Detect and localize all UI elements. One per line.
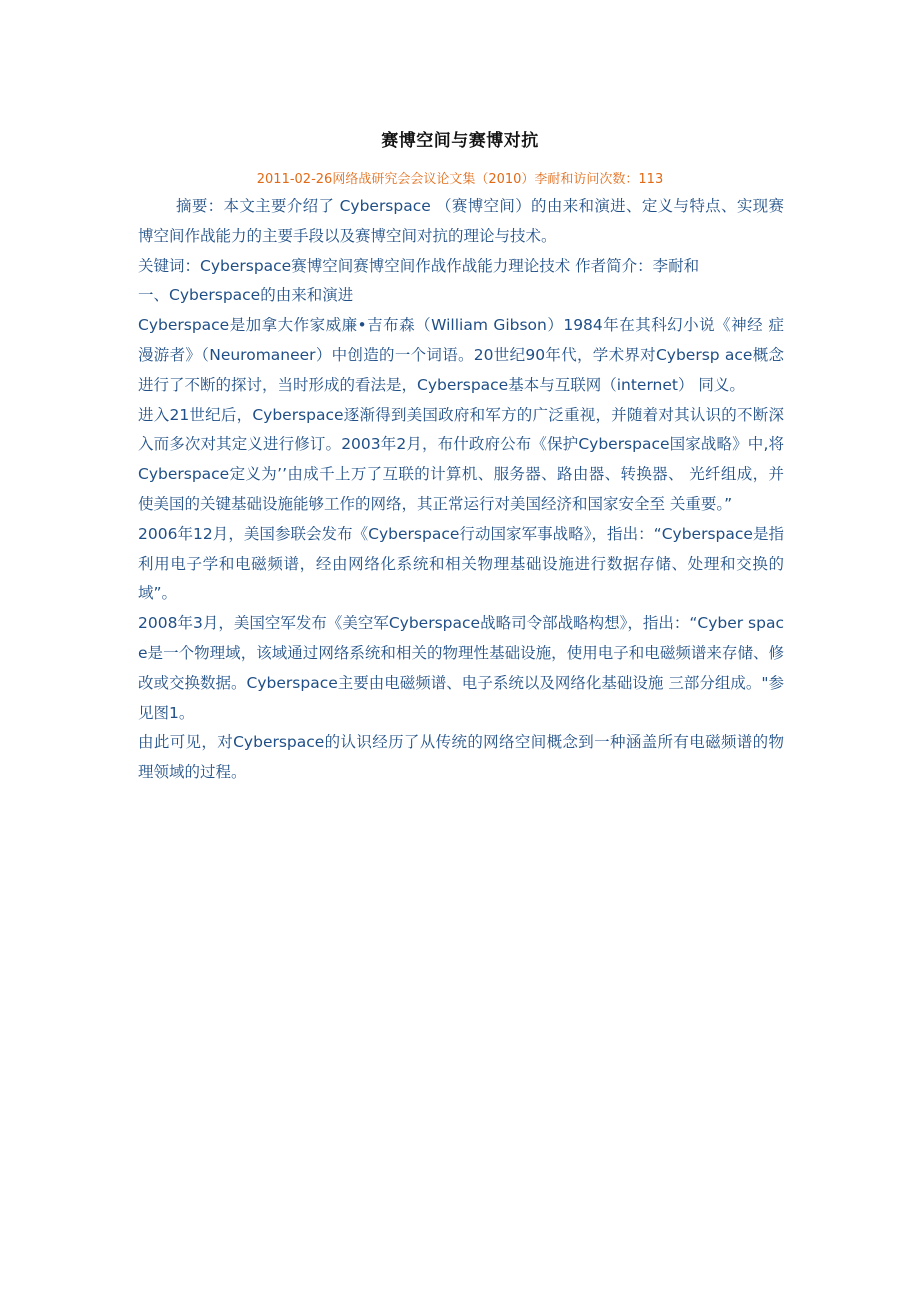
abstract-paragraph: 摘要：本文主要介绍了 Cyberspace （赛博空间）的由来和演进、定义与特点、实现赛博空间作战能力的主要手段以及赛博空间对抗的理论与技术。 <box>138 197 784 245</box>
keywords-paragraph: 关键词：Cyberspace赛博空间赛博空间作战作战能力理论技术 作者简介：李耐和 <box>138 256 700 275</box>
body-paragraph: 由此可见，对Cyberspace的认识经历了从传统的网络空间概念到一种涵盖所有电磁频谱的物理领域的过程。 <box>138 733 784 782</box>
body-paragraph: 2006年12月，美国参联会发布《Cyberspace行动国家军事战略》，指出：“Cyberspace是指利用电子学和电磁频谱，经由网络化系统和相关物理基础设施进行数据存储、处理和交换的域”。 <box>138 524 784 603</box>
document-title: 赛博空间与赛博对抗 <box>381 131 539 151</box>
body-paragraph: 进入21世纪后，Cyberspace逐渐得到美国政府和军方的广泛重视，并随着对其认识的不断深入而多次对其定义进行修订。2003年2月，布什政府公布《保护Cyberspace国家战略》中,将Cyberspace定义为’’由成千上万了互联的计算机、服务器、路由器、转换器、 光纤组成，并使美国的关键基础设施能够工作的网络，其正常运行对美国经济和国家安全至 关重要。” <box>138 405 784 513</box>
document-body <box>138 192 784 788</box>
body-paragraph: Cyberspace是加拿大作家威廉•吉布森（William Gibson）1984年在其科幻小说《神经 症漫游者》（Neuromaneer）中创造的一个词语。20世纪90年代，学术界对Cybersp ace概念进行了不断的探讨，当时形成的看法是，Cyberspace基本与互联网（internet） 同义。 <box>138 316 784 394</box>
document-meta-line: 2011-02-26网络战研究会会议论文集（2010）李耐和访问次数：113 <box>256 172 664 187</box>
section-heading: 一、Cyberspace的由来和演进 <box>138 286 354 305</box>
body-paragraph: 2008年3月，美国空军发布《美空军Cyberspace战略司令部战略构想》，指出：“Cyber space是一个物理域，该域通过网络系统和相关的物理性基础设施，使用电子和电磁频谱来存储、修改或交换数据。Cyberspace主要由电磁频谱、电子系统以及网络化基础设施 三部分组成。"参见图1。 <box>138 614 784 722</box>
